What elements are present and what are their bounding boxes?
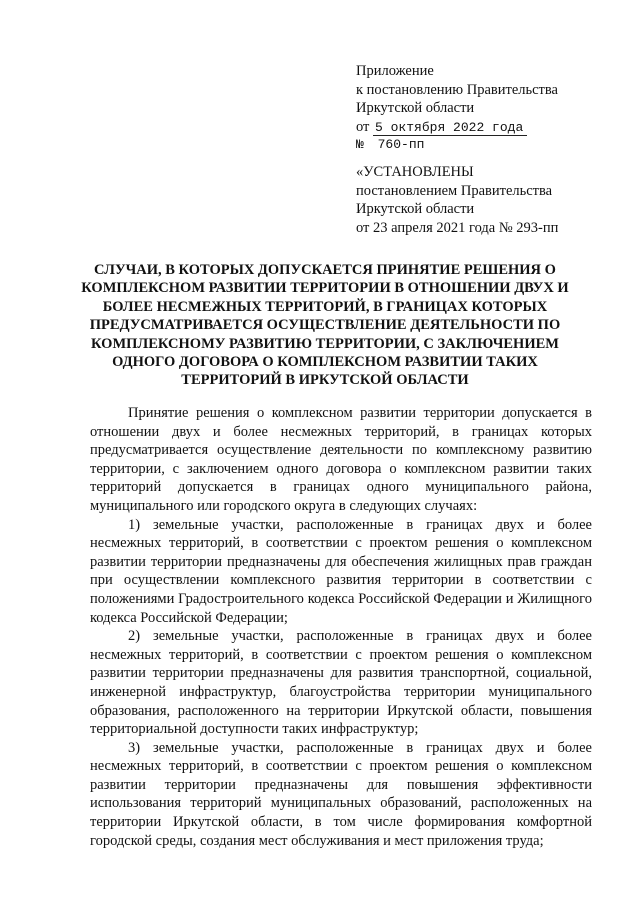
- approved-block: [356, 163, 626, 237]
- list-item: 3) земельные участки, расположенные в границах двух и более несмежных территорий, в соответствии с проектом решения о комплексном развитии территории предназначены для повышения эффективности использования территорий муниципальных образований, расположенных на территории Иркутской области, в том числе формирования комфортной городской среды, создания мест обслуживания и мест приложения труда;: [90, 739, 592, 849]
- approved-region: Иркутской области: [356, 201, 475, 217]
- approved-label: «УСТАНОВЛЕНЫ: [356, 164, 474, 180]
- intro-paragraph: Принятие решения о комплексном развитии территории допускается в отношении двух и более несмежных территорий, в границах которых предусматривается осуществление деятельности по комплексному развитию территории, с заключением одного договора о комплексном развитии таких территорий допускается в границах одного муниципального района, муниципального или городского округа в следующих случаях:: [90, 405, 592, 514]
- document-title: СЛУЧАИ, В КОТОРЫХ ДОПУСКАЕТСЯ ПРИНЯТИЕ РЕШЕНИЯ О КОМПЛЕКСНОМ РАЗВИТИИ ТЕРРИТОРИИ В ОТНОШЕНИИ ДВУХ И БОЛЕЕ НЕСМЕЖНЫХ ТЕРРИТОРИЙ, В ГРАНИЦАХ КОТОРЫХ ПРЕДУСМАТРИВАЕТСЯ ОСУЩЕСТВЛЕНИЕ ДЕЯТЕЛЬНОСТИ ПО КОМПЛЕКСНОМУ РАЗВИТИЮ ТЕРРИТОРИИ, С ЗАКЛЮЧЕНИЕМ ОДНОГО ДОГОВОРА О КОМПЛЕКСНОМ РАЗВИТИИ ТАКИХ ТЕРРИТОРИЙ В ИРКУТСКОЙ ОБЛАСТИ: [81, 262, 569, 389]
- annex-label: Приложение: [356, 63, 434, 79]
- approved-decree: постановлением Правительства: [356, 182, 553, 199]
- list-item: 2) земельные участки, расположенные в границах двух и более несмежных территорий, в соответствии с проектом решения о комплексном развитии территории предназначены для развития транспортной, социальной, инженерной инфраструктур, благоустройства территории муниципального образования, расположенного на территории Иркутской области, повышения территориальной доступности таких инфраструктур;: [90, 628, 592, 738]
- list-item: 1) земельные участки, расположенные в границах двух и более несмежных территорий, в соответствии с проектом решения о комплексном развитии территории предназначены для обеспечения жилищных прав граждан при осуществлении комплексного развития территории в соответствии с положениями Градостроительного кодекса Российской Федерации и Жилищного кодекса Российской Федерации;: [90, 516, 592, 626]
- document-body: [90, 404, 592, 850]
- annex-number-value: 760-пп: [377, 137, 425, 152]
- annex-date-value: 5 октября 2022 года: [373, 120, 527, 136]
- annex-date-line: [356, 118, 626, 137]
- annex-number-prefix: №: [356, 137, 364, 152]
- annex-decree-reference: к постановлению Правительства: [356, 81, 558, 98]
- annex-region: Иркутской области: [356, 100, 475, 116]
- approved-date: от 23 апреля 2021 года № 293-пп: [356, 219, 559, 236]
- annex-number-line: [356, 136, 626, 155]
- annex-date-prefix: от: [356, 118, 370, 135]
- annex-header: [356, 62, 626, 155]
